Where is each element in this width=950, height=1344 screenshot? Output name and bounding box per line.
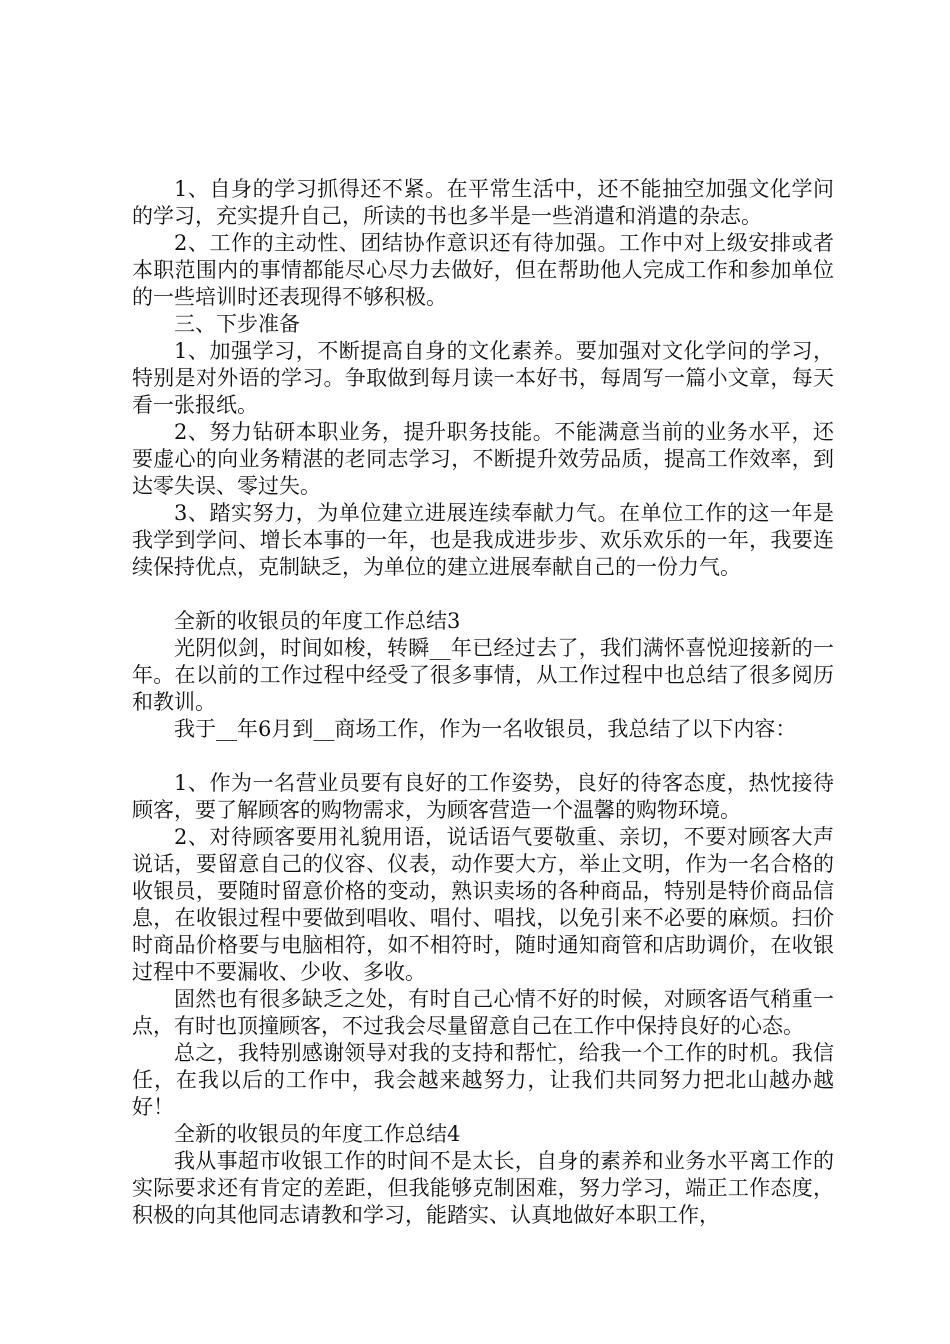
paragraph-work-attitude: 1、作为一名营业员要有良好的工作姿势，良好的待客态度，热忱接待顾客，要了解顾客的购物需求，为顾客营造一个温馨的购物环境。 bbox=[132, 771, 834, 822]
paragraph-joined-store: 我于__年6月到__商场工作，作为一名收银员，我总结了以下内容： bbox=[174, 717, 797, 741]
section-heading-next-steps: 三、下步准备 bbox=[174, 312, 300, 336]
paragraph-shortcomings: 固然也有很多缺乏之处，有时自己心情不好的时候，对顾客语气稍重一点，有时也顶撞顾客，不过我会尽量留意自己在工作中保持良好的心态。 bbox=[132, 987, 834, 1038]
paragraph-supermarket-cashier: 我从事超市收银工作的时间不是太长，自身的素养和业务水平离工作的实际要求还有肯定的差距，但我能够克制困难，努力学习，端正工作态度，积极的向其他同志请教和学习，能踏实、认真地做好本职工作， bbox=[132, 1149, 834, 1227]
paragraph-teamwork: 2、工作的主动性、团结协作意识还有待加强。工作中对上级安排或者本职范围内的事情都能尽心尽力去做好，但在帮助他人完成工作和参加单位的一些培训时还表现得不够积极。 bbox=[132, 231, 834, 309]
summary-4-title: 全新的收银员的年度工作总结4 bbox=[174, 1122, 461, 1146]
document-body bbox=[132, 176, 834, 1229]
paragraph-time-flies: 光阴似剑，时间如梭，转瞬__年已经过去了，我们满怀喜悦迎接新的一年。在以前的工作过程中经受了很多事情，从工作过程中也总结了很多阅历和教训。 bbox=[132, 636, 834, 714]
paragraph-strengthen-learning: 1、加强学习，不断提高自身的文化素养。要加强对文化学问的学习，特别是对外语的学习。争取做到每月读一本好书，每周写一篇小文章，每天看一张报纸。 bbox=[132, 339, 834, 417]
paragraph-polite-service: 2、对待顾客要用礼貌用语，说话语气要敬重、亲切，不要对顾客大声说话，要留意自己的仪容、仪表，动作要大方，举止文明，作为一名合格的收银员，要随时留意价格的变动，熟识卖场的各种商品，特别是特价商品信息，在收银过程中要做到唱收、唱付、唱找，以免引来不必要的麻烦。扫价时商品价格要与电脑相符，如不相符时，随时通知商管和店助调价，在收银过程中不要漏收、少收、多收。 bbox=[132, 825, 834, 984]
paragraph-business-skills: 2、努力钻研本职业务，提升职务技能。不能满意当前的业务水平，还要虚心的向业务精湛的老同志学习，不断提升效劳品质，提高工作效率，到达零失误、零过失。 bbox=[132, 420, 834, 498]
paragraph-diligence: 3、踏实努力，为单位建立进展连续奉献力气。在单位工作的这一年是我学到学问、增长本事的一年，也是我成进步步、欢乐欢乐的一年，我要连续保持优点，克制缺乏，为单位的建立进展奉献自己的一份力气。 bbox=[132, 501, 834, 579]
paragraph-self-study: 1、自身的学习抓得还不紧。在平常生活中，还不能抽空加强文化学问的学习，充实提升自己，所读的书也多半是一些消遣和消遣的杂志。 bbox=[132, 177, 834, 228]
paragraph-conclusion: 总之，我特别感谢领导对我的支持和帮忙，给我一个工作的时机。我信任，在我以后的工作中，我会越来越努力，让我们共同努力把北山越办越好！ bbox=[132, 1041, 834, 1119]
summary-3-title: 全新的收银员的年度工作总结3 bbox=[174, 609, 461, 633]
